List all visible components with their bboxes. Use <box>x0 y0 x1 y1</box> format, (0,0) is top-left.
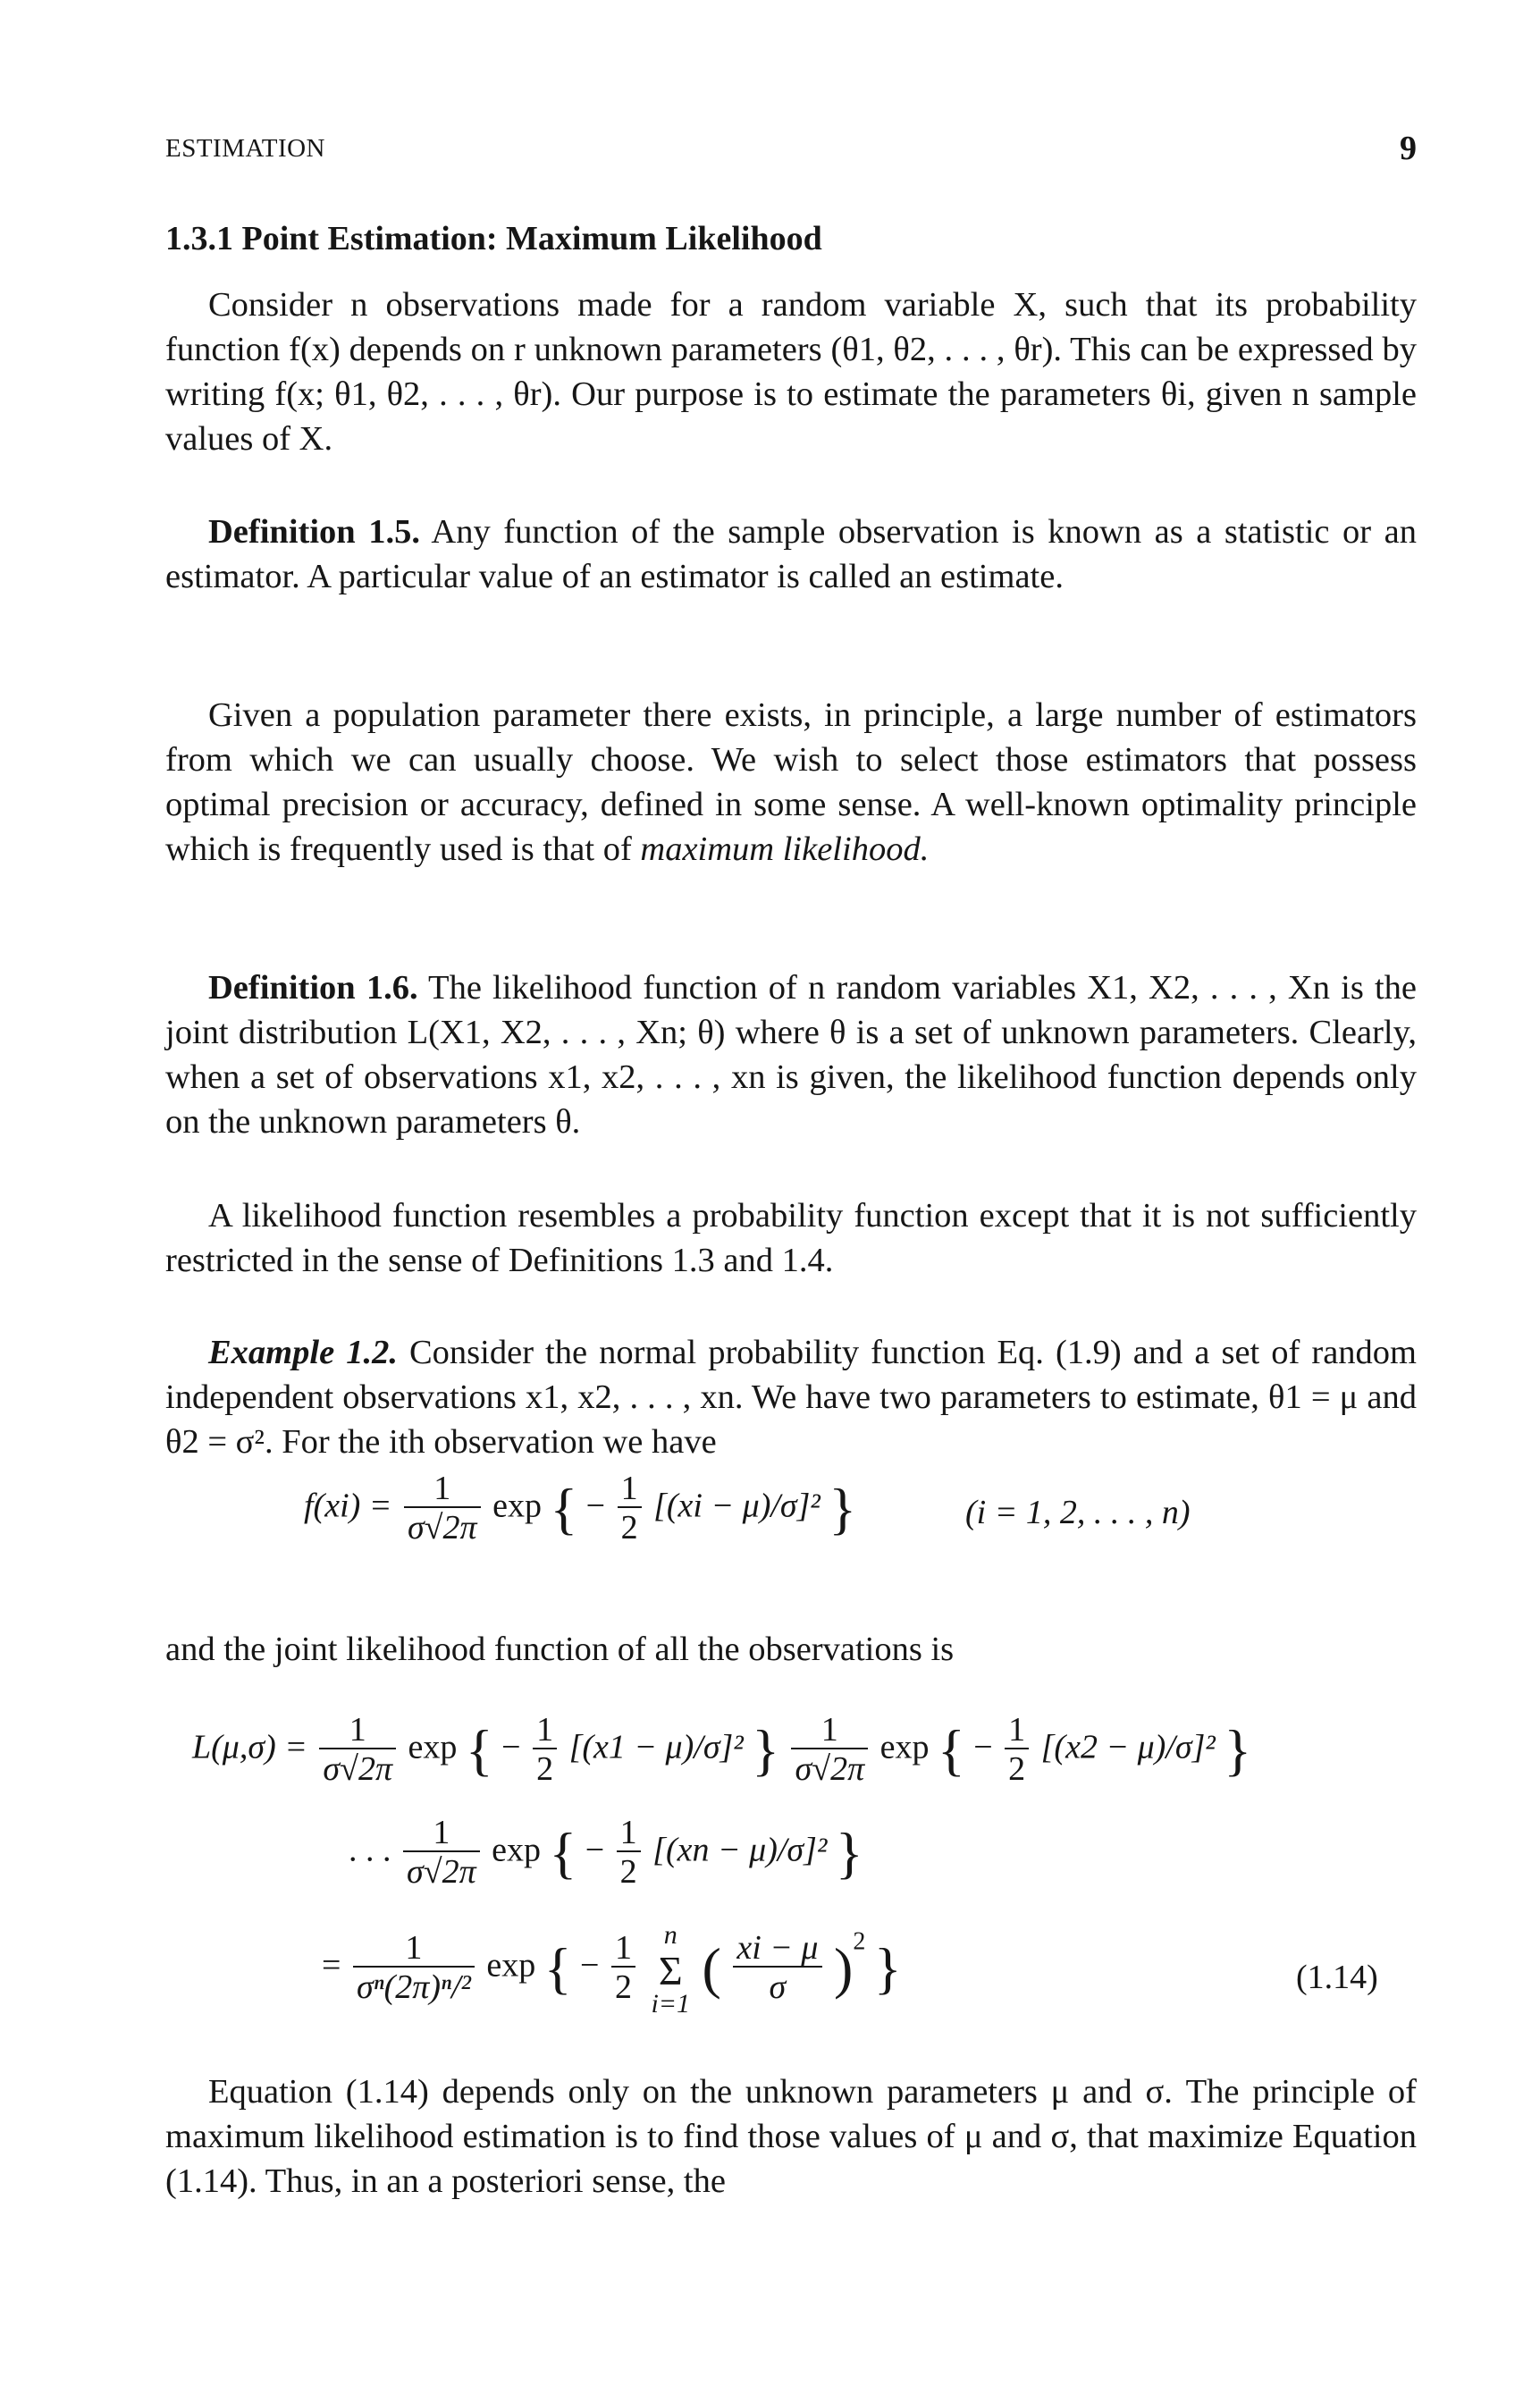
fraction-denominator: σ√2π <box>319 1748 396 1789</box>
fraction <box>404 1471 481 1547</box>
fraction-numerator: xi − μ <box>736 1929 819 1967</box>
right-brace: } <box>752 1718 779 1782</box>
fraction-denominator: σ√2π <box>404 1506 481 1547</box>
definition-1-5 <box>165 510 1417 599</box>
equals-sign: = <box>322 1946 341 1985</box>
fraction-denominator: 2 <box>618 1506 642 1547</box>
left-paren: ( <box>702 1936 721 2000</box>
equation-term-n: [(xn − μ)/σ]² <box>652 1831 828 1869</box>
section-title: 1.3.1 Point Estimation: Maximum Likelihood <box>165 220 822 257</box>
left-brace: { <box>543 1936 572 2000</box>
example-label: Example 1.2. <box>208 1334 398 1371</box>
fraction-half <box>618 1471 642 1547</box>
fraction-numerator: 1 <box>1008 1711 1026 1749</box>
right-paren: ) <box>834 1936 854 2000</box>
fraction-numerator: 1 <box>536 1711 554 1749</box>
exp-function: exp <box>492 1831 542 1869</box>
emphasis-text: maximum likelihood. <box>640 830 930 868</box>
equation-number: (1.14) <box>1296 1959 1378 1996</box>
left-brace: { <box>549 1821 577 1884</box>
fraction-numerator: 1 <box>433 1814 450 1851</box>
running-title: ESTIMATION <box>165 134 325 163</box>
left-brace: { <box>465 1718 493 1782</box>
fraction-half <box>1005 1712 1029 1789</box>
fraction-numerator: 1 <box>433 1470 451 1507</box>
fraction-numerator: 1 <box>619 1814 637 1851</box>
fraction <box>403 1815 480 1892</box>
paragraph-estimators <box>165 693 1417 872</box>
fraction-denominator: σ√2π <box>791 1748 868 1789</box>
fraction-half <box>611 1930 635 2007</box>
example-text: Consider the normal probability function Eq. (1.9) and a set of random independent observations x1, x2, . . . , xn. We have two parameters to estimate, θ1 = μ and θ2 = σ². For the ith observation we have <box>165 1334 1418 1461</box>
page-number: 9 <box>1400 130 1417 167</box>
minus-sign: − <box>973 1728 993 1766</box>
right-brace: } <box>873 1936 902 2000</box>
right-brace: } <box>829 1477 857 1540</box>
paragraph-text: Given a population parameter there exists, in principle, a large number of estimators from which we can usually choose. We wish to select those estimators that possess optimal precision or accuracy, defined in some sense. A well-known optimality principle which is frequently used is that of <box>165 696 1417 868</box>
definition-text: The likelihood function of n random variables X1, X2, . . . , Xn is the joint distribution L(X1, X2, . . . , Xn; θ) where θ is a set of unknown parameters. Clearly, when a set of observations x1, x2, . . . , xn is given, the likelihood function depends only on the unknown parameters θ. <box>165 969 1417 1141</box>
paragraph-likelihood-resembles: A likelihood function resembles a probability function except that it is not sufficiently restricted in the sense of Definitions 1.3 and 1.4. <box>165 1197 1417 1279</box>
definition-text: Any function of the sample observation is known as a statistic or an estimator. A particular value of an estimator is called an estimate. <box>165 513 1417 595</box>
equation-likelihood-line-2 <box>349 1815 863 1892</box>
running-head <box>165 130 1417 170</box>
equation-likelihood-line-3 <box>322 1917 902 2019</box>
left-brace: { <box>937 1718 965 1782</box>
minus-sign: − <box>501 1728 521 1766</box>
summation-sign: Σ <box>658 1948 683 1993</box>
fraction-half <box>533 1712 557 1789</box>
exp-function: exp <box>492 1487 542 1525</box>
equation-likelihood-line-1 <box>192 1712 1251 1789</box>
square-exponent: 2 <box>853 1927 866 1956</box>
exp-function: exp <box>486 1946 536 1985</box>
left-brace: { <box>550 1477 578 1540</box>
minus-sign: − <box>585 1831 605 1869</box>
fraction-denominator: 2 <box>611 1966 635 2007</box>
right-brace: } <box>1224 1718 1252 1782</box>
minus-sign: − <box>580 1946 600 1985</box>
equation-range: (i = 1, 2, . . . , n) <box>965 1494 1191 1531</box>
example-1-2 <box>165 1330 1417 1464</box>
minus-sign: − <box>585 1487 606 1525</box>
fraction <box>791 1712 868 1789</box>
fraction-denominator: 2 <box>617 1850 641 1892</box>
definition-1-6 <box>165 965 1417 1144</box>
fraction-standardized <box>733 1930 821 2007</box>
equation-fxi <box>304 1471 856 1547</box>
summation-lower: i=1 <box>651 1989 691 2019</box>
definition-label: Definition 1.5. <box>208 513 420 551</box>
summation-upper: n <box>663 1920 677 1950</box>
exp-function: exp <box>879 1728 930 1766</box>
equation-lhs: L(μ,σ) = <box>192 1728 307 1766</box>
fraction-denominator: 2 <box>533 1748 557 1789</box>
fraction-numerator: 1 <box>620 1470 638 1507</box>
fraction-numerator: 1 <box>405 1929 423 1967</box>
equation-body: [(xi − μ)/σ]² <box>653 1487 820 1525</box>
exp-function: exp <box>408 1728 458 1766</box>
paragraph-joint-likelihood: and the joint likelihood function of all the observations is <box>165 1631 955 1668</box>
right-brace: } <box>835 1821 863 1884</box>
equation-term-2: [(x2 − μ)/σ]² <box>1040 1728 1216 1766</box>
fraction-denominator: σ <box>733 1966 821 2007</box>
fraction-denominator: σⁿ(2π)ⁿ/² <box>353 1966 475 2007</box>
equation-lhs: f(xi) = <box>304 1487 392 1525</box>
fraction-half <box>617 1815 641 1892</box>
fraction <box>319 1712 396 1789</box>
fraction-numerator: 1 <box>614 1929 632 1967</box>
fraction-numerator: 1 <box>820 1711 838 1749</box>
equation-term-1: [(x1 − μ)/σ]² <box>568 1728 744 1766</box>
summation <box>651 1917 690 2019</box>
paragraph-maximum-likelihood: Equation (1.14) depends only on the unknown parameters μ and σ. The principle of maximum likelihood estimation is to find those values of μ and σ, that maximize Equation (1.14). Thus, in an a posteriori sense, the <box>165 2073 1417 2200</box>
paragraph-intro: Consider n observations made for a random variable X, such that its probability function f(x) depends on r unknown parameters (θ1, θ2, . . . , θr). This can be expressed by writing f(x; θ1, θ2, . . . , θr). Our purpose is to estimate the parameters θi, given n sample values of X. <box>165 286 1417 458</box>
definition-label: Definition 1.6. <box>208 969 418 1007</box>
fraction-denominator: 2 <box>1005 1748 1029 1789</box>
ellipsis: . . . <box>349 1831 391 1869</box>
fraction-numerator: 1 <box>349 1711 366 1749</box>
fraction-denominator: σ√2π <box>403 1850 480 1892</box>
fraction <box>353 1930 475 2007</box>
